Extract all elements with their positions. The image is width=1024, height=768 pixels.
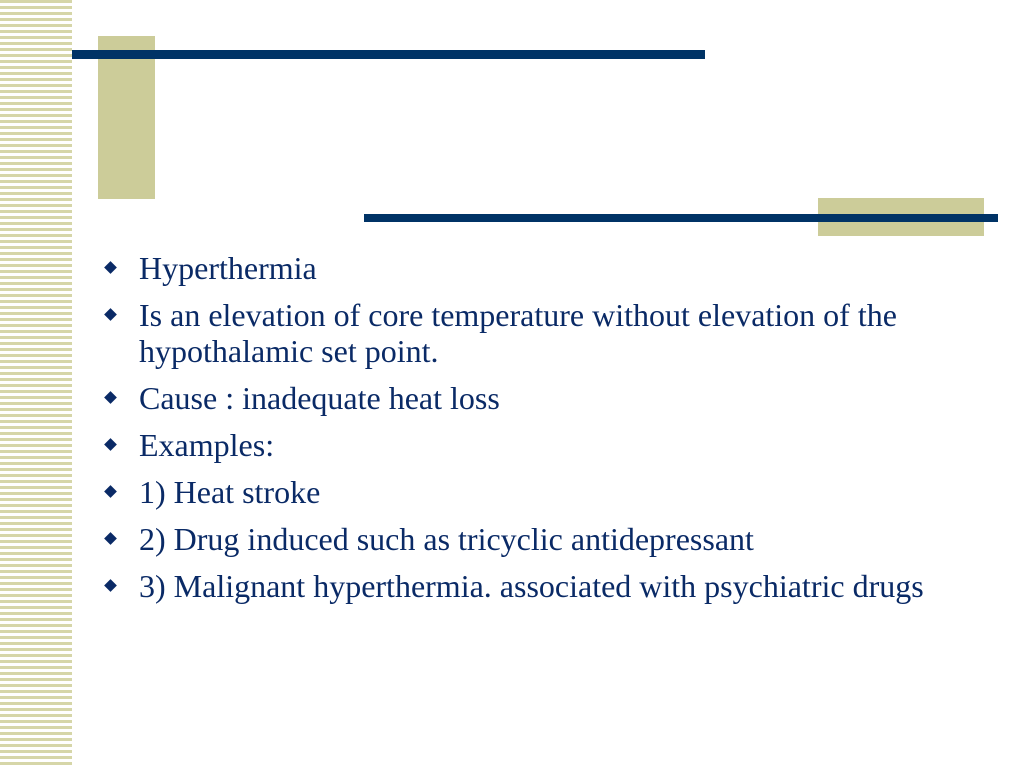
bullet-list xyxy=(104,250,984,615)
decorative-block-left xyxy=(98,36,155,199)
title-rule-line xyxy=(364,214,998,222)
bullet-text: Hyperthermia xyxy=(139,250,317,286)
bullet-item-hyperthermia xyxy=(104,250,984,286)
bullet-item-drug-induced xyxy=(104,521,984,557)
bullet-text: Examples: xyxy=(139,427,275,463)
bullet-item-examples xyxy=(104,427,984,463)
diamond-bullet-icon xyxy=(104,261,117,274)
bullet-text: 2) Drug induced such as tricyclic antidepressant xyxy=(139,521,754,557)
bullet-text: 3) Malignant hyperthermia. associated with psychiatric drugs xyxy=(139,568,924,604)
diamond-bullet-icon xyxy=(104,391,117,404)
bullet-item-cause xyxy=(104,380,984,416)
diamond-bullet-icon xyxy=(104,579,117,592)
diamond-bullet-icon xyxy=(104,308,117,321)
diamond-bullet-icon xyxy=(104,485,117,498)
bullet-text: 1) Heat stroke xyxy=(139,474,321,510)
bullet-item-definition xyxy=(104,297,984,369)
decorative-stripe-band xyxy=(0,0,72,768)
diamond-bullet-icon xyxy=(104,532,117,545)
bullet-item-heat-stroke xyxy=(104,474,984,510)
bullet-text: Cause : inadequate heat loss xyxy=(139,380,500,416)
bullet-text: Is an elevation of core temperature without elevation of the hypothalamic set point. xyxy=(139,297,897,369)
diamond-bullet-icon xyxy=(104,438,117,451)
bullet-item-malignant xyxy=(104,568,984,604)
top-rule-line xyxy=(72,50,705,59)
